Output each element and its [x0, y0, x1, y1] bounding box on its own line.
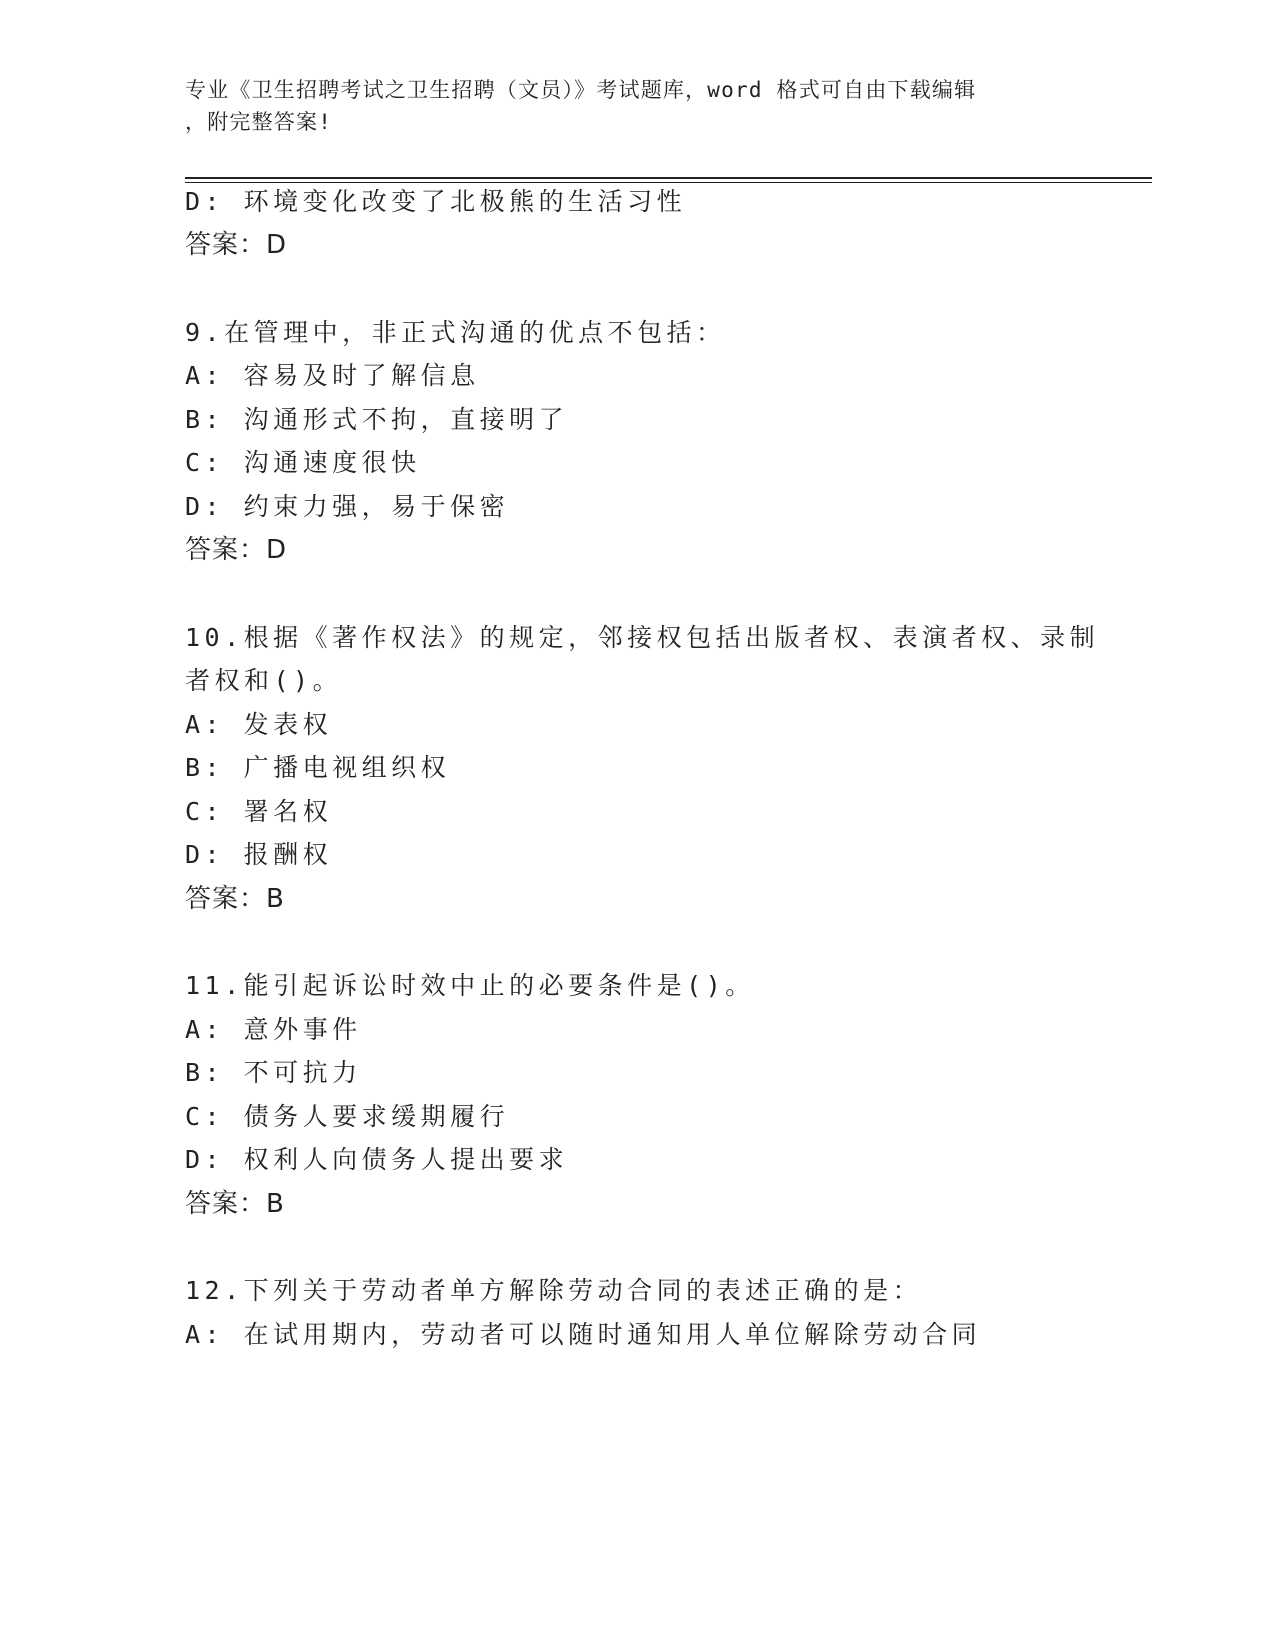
q9-answer: 答案：D — [185, 535, 288, 565]
q11-option-b: B: 不可抗力 — [185, 1058, 362, 1087]
q11-answer: 答案：B — [185, 1189, 285, 1219]
q10-answer: 答案：B — [185, 884, 285, 914]
q10-option-c: C: 署名权 — [185, 797, 333, 826]
q10-option-d: D: 报酬权 — [185, 840, 333, 869]
q10-option-a: A: 发表权 — [185, 710, 333, 739]
q12-option-a: A: 在试用期内，劳动者可以随时通知用人单位解除劳动合同 — [185, 1320, 982, 1349]
q9-option-d: D: 约束力强，易于保密 — [185, 492, 510, 521]
prev-answer: 答案：D — [185, 230, 288, 260]
q11-option-d: D: 权利人向债务人提出要求 — [185, 1145, 569, 1174]
q9-option-a: A: 容易及时了解信息 — [185, 361, 480, 390]
header-divider-thick — [185, 177, 1152, 179]
q9-stem: 9.在管理中，非正式沟通的优点不包括： — [185, 318, 726, 347]
q10-stem-line-2: 者权和()。 — [185, 666, 343, 695]
prev-option-d: D: 环境变化改变了北极熊的生活习性 — [185, 187, 687, 216]
q11-option-c: C: 债务人要求缓期履行 — [185, 1102, 510, 1131]
q10-option-b: B: 广播电视组织权 — [185, 753, 451, 782]
q11-option-a: A: 意外事件 — [185, 1015, 362, 1044]
header-line-2: ，附完整答案! — [185, 110, 333, 134]
document-header — [185, 74, 1065, 138]
header-line-1: 专业《卫生招聘考试之卫生招聘（文员）》考试题库，word 格式可自由下载编辑 — [185, 78, 977, 102]
q9-option-b: B: 沟通形式不拘，直接明了 — [185, 405, 569, 434]
header-divider-thin — [185, 182, 1152, 183]
q10-stem-line-1: 10.根据《著作权法》的规定，邻接权包括出版者权、表演者权、录制 — [185, 623, 1100, 652]
q12-stem: 12.下列关于劳动者单方解除劳动合同的表述正确的是： — [185, 1276, 923, 1305]
q9-option-c: C: 沟通速度很快 — [185, 448, 421, 477]
q11-stem: 11.能引起诉讼时效中止的必要条件是()。 — [185, 971, 755, 1000]
